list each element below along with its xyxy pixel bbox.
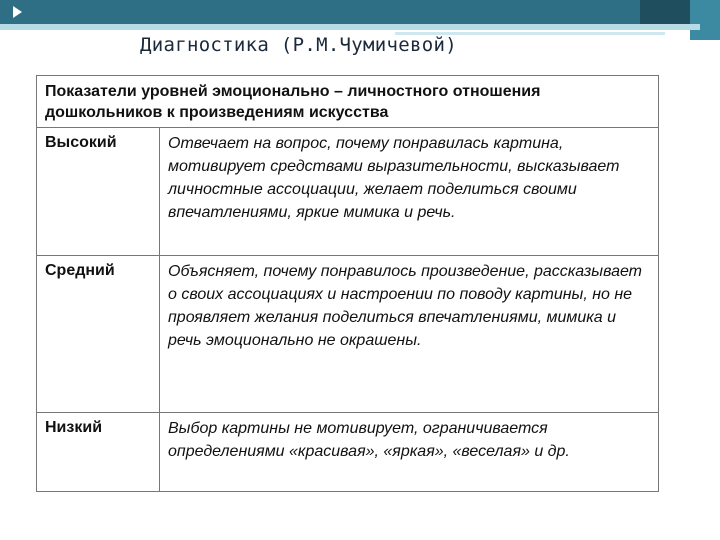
- table-header-row: [37, 76, 659, 128]
- level-medium: Средний: [37, 256, 160, 413]
- level-high-description: Отвечает на вопрос, почему понравилась картина, мотивирует средствами выразительности, высказывает личностные ассоциации, желает поделиться своими впечатлениями, яркие мимика и речь.: [160, 128, 659, 256]
- table-row: [37, 256, 659, 413]
- level-high: Высокий: [37, 128, 160, 256]
- level-low: Низкий: [37, 413, 160, 492]
- level-medium-description: Объясняет, почему понравилось произведение, рассказывает о своих ассоциациях и настроении по поводу картины, но не проявляет желания поделиться впечатлениями, мимика и речь эмоционально не окрашены.: [160, 256, 659, 413]
- header-band-light: [0, 24, 700, 30]
- arrow-right-icon: [13, 6, 22, 18]
- level-low-description: Выбор картины не мотивирует, ограничивается определениями «красивая», «яркая», «веселая» и др.: [160, 413, 659, 492]
- diagnostics-table: [36, 75, 659, 492]
- table-row: [37, 128, 659, 256]
- header-band-main: [0, 0, 640, 24]
- table-header: Показатели уровней эмоционально – личностного отношения дошкольников к произведениям искусства: [37, 76, 659, 128]
- slide-title: Диагностика (Р.М.Чумичевой): [140, 34, 457, 56]
- table-row: [37, 413, 659, 492]
- header-band-accent: [690, 0, 720, 40]
